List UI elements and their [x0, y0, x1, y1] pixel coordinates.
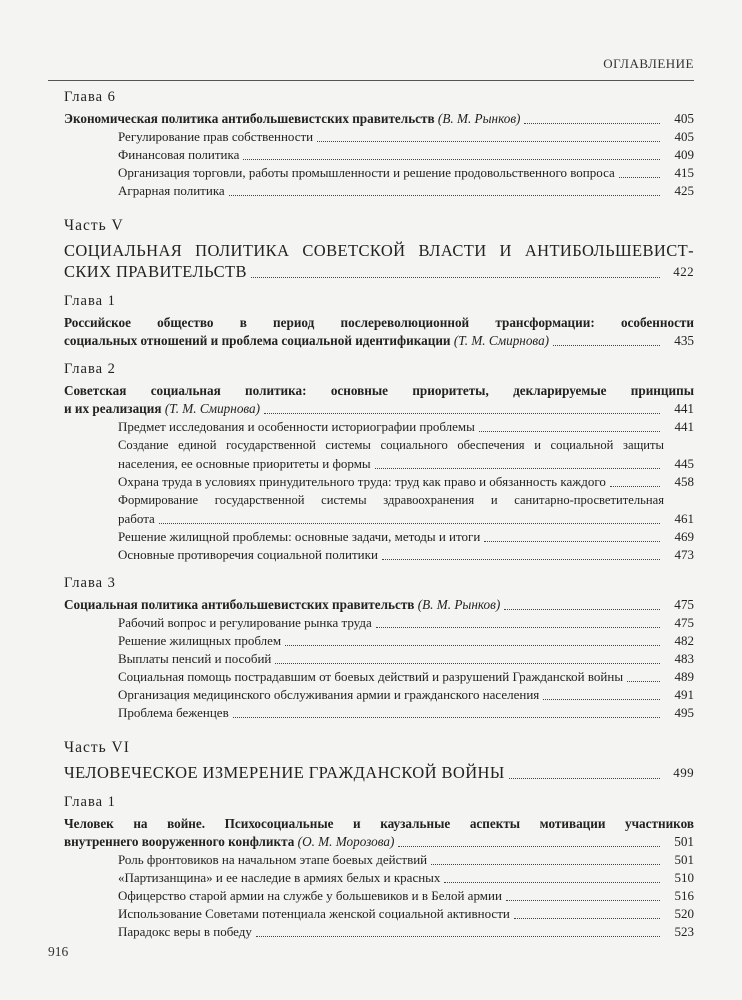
leader-dots [382, 559, 660, 560]
page-number: 469 [674, 529, 694, 544]
leader-dots [524, 123, 660, 124]
toc-entry-section[interactable] [118, 668, 694, 686]
toc-entry-section[interactable] [118, 704, 694, 722]
section-list [64, 614, 694, 722]
leader-dots [256, 936, 660, 937]
running-head: ОГЛАВЛЕНИЕ [603, 56, 694, 71]
page-number: 441 [674, 419, 694, 434]
page-number: 445 [674, 456, 694, 471]
toc-entry-section[interactable] [118, 869, 694, 887]
section-title: Роль фронтовиков на начальном этапе боевых действий [118, 852, 428, 867]
section-title: Социальная помощь пострадавшим от боевых действий и разрушений Гражданской войны [118, 669, 624, 684]
leader-dots [479, 431, 660, 432]
leader-dots [229, 195, 660, 196]
leader-dots [431, 864, 660, 865]
leader-dots [444, 882, 660, 883]
leader-dots [509, 778, 660, 779]
leader-dots [243, 159, 660, 160]
chapter-label: Глава 3 [64, 575, 116, 591]
chapter-author: (Т. М. Смирнова) [453, 333, 550, 348]
toc-entry-chapter[interactable] [64, 110, 694, 128]
chapter-author: (О. М. Морозова) [297, 834, 395, 849]
toc-entry-section[interactable] [118, 455, 694, 473]
section-title: Парадокс веры в победу [118, 924, 252, 939]
toc-entry-part[interactable] [64, 261, 694, 282]
toc-entry-section[interactable] [118, 546, 694, 564]
page-number: 491 [674, 687, 694, 702]
toc-entry-chapter[interactable] [64, 833, 694, 851]
leader-dots [484, 541, 660, 542]
toc-entry-section[interactable] [118, 128, 694, 146]
page-number: 501 [674, 852, 694, 867]
section-title: Основные противоречия социальной политики [118, 547, 378, 562]
section-title: Финансовая политика [118, 147, 240, 162]
section-title-line: Создание единой государственной системы социального обеспечения и социальной защиты [118, 438, 664, 452]
leader-dots [317, 141, 660, 142]
toc-entry-section[interactable] [118, 905, 694, 923]
chapter-label: Глава 2 [64, 361, 116, 377]
chapter-title: Человек на войне. Психосоциальные и каузальные аспекты мотивации участников [64, 816, 694, 831]
chapter-title: Советская социальная политика: основные приоритеты, декларируемые принципы [64, 383, 694, 398]
section-title: Рабочий вопрос и регулирование рынка труда [118, 615, 372, 630]
toc-entry-section[interactable] [118, 418, 694, 436]
section-title: Предмет исследования и особенности историографии проблемы [118, 419, 475, 434]
toc-entry-chapter-line [64, 314, 694, 332]
page-number: 475 [674, 597, 694, 612]
section-title: Выплаты пенсий и пособий [118, 651, 272, 666]
toc-entry-section[interactable] [118, 182, 694, 200]
page-number: 473 [674, 547, 694, 562]
toc-entry-section[interactable] [118, 528, 694, 546]
leader-dots [610, 486, 660, 487]
toc-entry-section[interactable] [118, 473, 694, 491]
section-title: работа [118, 511, 155, 526]
page-number: 461 [674, 511, 694, 526]
section-title: Организация медицинского обслуживания армии и гражданского населения [118, 687, 540, 702]
section-title: «Партизанщина» и ее наследие в армиях белых и красных [118, 870, 441, 885]
leader-dots [375, 468, 660, 469]
toc-entry-part[interactable] [64, 762, 694, 783]
leader-dots [233, 717, 660, 718]
page-number: 415 [674, 165, 694, 180]
toc-entry-section[interactable] [118, 650, 694, 668]
section-title: Аграрная политика [118, 183, 225, 198]
toc-content [64, 88, 694, 941]
toc-entry-chapter-line [64, 382, 694, 400]
leader-dots [264, 413, 660, 414]
page-number: 499 [673, 765, 694, 780]
leader-dots [627, 681, 660, 682]
chapter-title: внутреннего вооруженного конфликта [64, 834, 295, 849]
leader-dots [376, 627, 660, 628]
section-title: Решение жилищной проблемы: основные задачи, методы и итоги [118, 529, 481, 544]
toc-entry-section[interactable] [118, 632, 694, 650]
chapter-title: Социальная политика антибольшевистских правительств [64, 597, 415, 612]
leader-dots [553, 345, 660, 346]
chapter-author: (В. М. Рынков) [437, 111, 521, 126]
page-number: 441 [674, 401, 694, 416]
page-number: 458 [674, 474, 694, 489]
chapter-author: (В. М. Рынков) [417, 597, 501, 612]
leader-dots [275, 663, 660, 664]
section-title-line: Формирование государственной системы здравоохранения и санитарно-просветительная [118, 493, 664, 507]
page-number: 516 [674, 888, 694, 903]
toc-entry-chapter[interactable] [64, 596, 694, 614]
page-number: 483 [674, 651, 694, 666]
toc-entry-section[interactable] [118, 510, 694, 528]
page-number: 523 [674, 924, 694, 939]
part-label: Часть V [64, 217, 124, 234]
page-number: 489 [674, 669, 694, 684]
leader-dots [398, 846, 660, 847]
chapter-label: Глава 1 [64, 293, 116, 309]
toc-entry-section[interactable] [118, 686, 694, 704]
leader-dots [251, 277, 660, 278]
part-title-line: СОЦИАЛЬНАЯ ПОЛИТИКА СОВЕТСКОЙ ВЛАСТИ И АНТИБОЛЬШЕВИСТ- [64, 241, 694, 260]
page-number: 501 [674, 834, 694, 849]
toc-entry-section[interactable] [118, 923, 694, 941]
section-title: Регулирование прав собственности [118, 129, 314, 144]
page-number: 475 [674, 615, 694, 630]
leader-dots [514, 918, 660, 919]
page-number: 435 [674, 333, 694, 348]
chapter-author: (Т. М. Смирнова) [164, 401, 261, 416]
chapter-title: социальных отношений и проблема социальной идентификации [64, 333, 451, 348]
toc-entry-section[interactable] [118, 614, 694, 632]
leader-dots [504, 609, 660, 610]
toc-entry-chapter-line [64, 815, 694, 833]
section-title: Использование Советами потенциала женской социальной активности [118, 906, 510, 921]
chapter-title: Российское общество в период послереволюционной трансформации: особенности [64, 315, 694, 330]
section-list [64, 418, 694, 564]
toc-entry-section[interactable] [118, 887, 694, 905]
page-number: 510 [674, 870, 694, 885]
chapter-title: и их реализация [64, 401, 162, 416]
section-list [64, 128, 694, 200]
section-list [64, 851, 694, 941]
page-number: 520 [674, 906, 694, 921]
section-title: Охрана труда в условиях принудительного труда: труд как право и обязанность каждого [118, 474, 606, 489]
page-number: 482 [674, 633, 694, 648]
toc-entry-section[interactable] [118, 164, 694, 182]
toc-entry-chapter[interactable] [64, 332, 694, 350]
chapter-title: Экономическая политика антибольшевистских правительств [64, 111, 435, 126]
section-title: Офицерство старой армии на службе у большевиков и в Белой армии [118, 888, 502, 903]
section-title: Проблема беженцев [118, 705, 229, 720]
page-number: 425 [674, 183, 694, 198]
section-title: населения, ее основные приоритеты и формы [118, 456, 371, 471]
page-number: 405 [674, 111, 694, 126]
page-number: 405 [674, 129, 694, 144]
chapter-label: Глава 1 [64, 794, 116, 810]
page-number: 409 [674, 147, 694, 162]
leader-dots [619, 177, 660, 178]
leader-dots [506, 900, 660, 901]
toc-entry-section[interactable] [118, 851, 694, 869]
section-title: Решение жилищных проблем [118, 633, 282, 648]
part-label: Часть VI [64, 739, 130, 756]
leader-dots [285, 645, 660, 646]
page-number: 495 [674, 705, 694, 720]
toc-entry-section[interactable] [118, 146, 694, 164]
leader-dots [159, 523, 660, 524]
chapter-label: Глава 6 [64, 89, 116, 105]
leader-dots [543, 699, 660, 700]
section-title: Организация торговли, работы промышленности и решение продовольственного вопроса [118, 165, 615, 180]
page-number: 422 [673, 264, 694, 279]
header-rule [48, 80, 694, 81]
part-title: ЧЕЛОВЕЧЕСКОЕ ИЗМЕРЕНИЕ ГРАЖДАНСКОЙ ВОЙНЫ [64, 763, 505, 782]
part-title: СКИХ ПРАВИТЕЛЬСТВ [64, 262, 247, 281]
page-folio: 916 [48, 944, 69, 959]
toc-entry-chapter[interactable] [64, 400, 694, 418]
